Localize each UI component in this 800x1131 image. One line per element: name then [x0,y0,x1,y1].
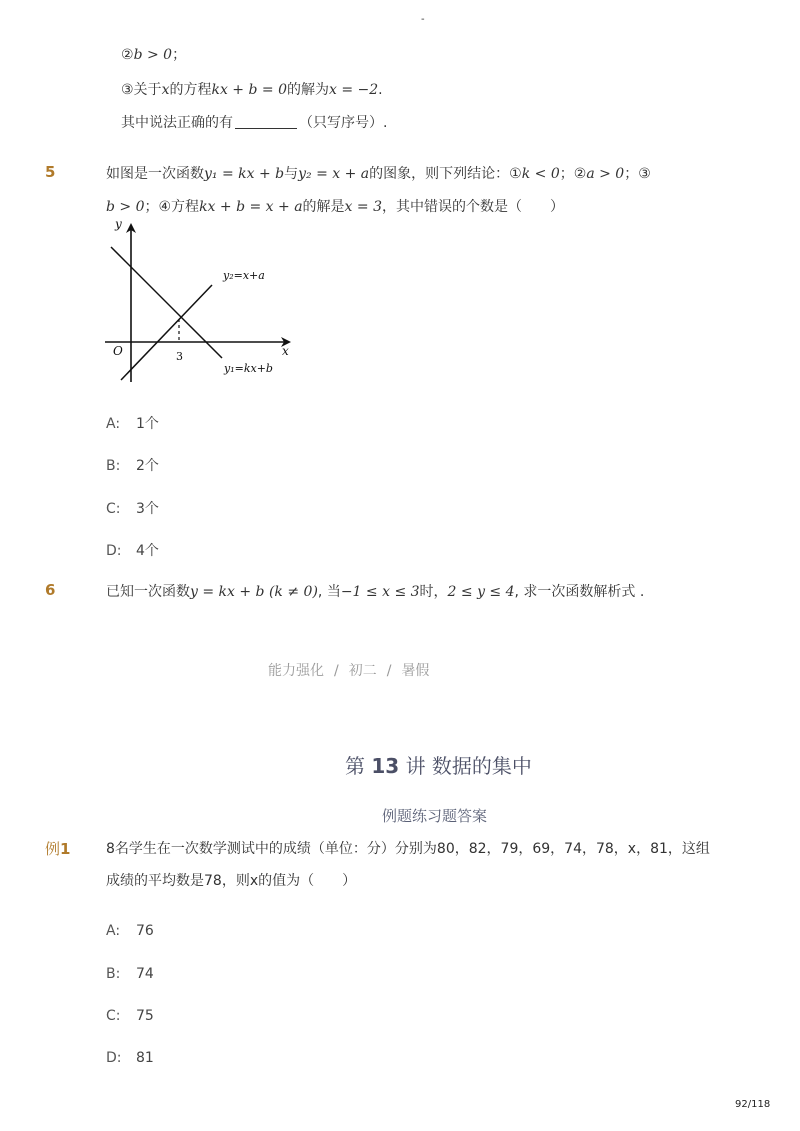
q5-math-x3: x = 3 [344,199,382,215]
option-label: B: [106,458,121,474]
q6-text-b: , 当 [317,584,341,600]
option-text: 4个 [136,543,159,559]
question-5-line1 [106,163,651,183]
option-text: 74 [136,966,154,982]
lecture-subtitle: 例题练习题答案 [382,807,488,825]
x-axis-label: x [282,344,289,358]
option-text: 76 [136,923,154,939]
q5-option-a[interactable] [106,413,159,433]
q6-math-x-range: −1 ≤ x ≤ 3 [340,584,420,600]
q5-math-y2: y₂ = x + a [298,166,370,182]
statement-3-mid: 的方程 [169,82,212,98]
line-y1-label: y₁=kx+b [224,362,273,375]
q5-text-c: 的图象，则下列结论：① [369,166,522,182]
statement-2-prefix: ② [121,47,134,63]
statement-conclusion [121,112,387,132]
q6-text-a: 已知一次函数 [106,584,190,600]
q5-text-f: ；④方程 [144,199,200,215]
statement-2 [121,44,186,64]
option-label: A: [106,416,121,432]
statement-3-equation: kx + b = 0 [211,82,287,98]
y-axis-label: y [115,217,122,231]
statement-3-prefix: ③关于 [121,82,162,98]
question-6-text [106,581,644,601]
origin-label: O [113,344,123,358]
q5-option-c[interactable] [106,498,159,518]
q5-math-y1: y₁ = kx + b [204,166,285,182]
header-mark: - [421,14,425,25]
lecture-prefix: 第 [345,754,365,778]
option-label: D: [106,1050,122,1066]
lecture-title [345,750,532,779]
example-1-line1: 8名学生在一次数学测试中的成绩（单位：分）分别为80，82，79，69，74，78，x，81，这组 [106,841,710,857]
q6-math-y-range: 2 ≤ y ≤ 4 [447,584,515,600]
q5-option-d[interactable] [106,540,159,560]
example-label-number: 1 [60,840,71,858]
statement-3-mid2: 的解为 [286,82,329,98]
line-y2 [121,285,212,380]
footer-separator: / [334,663,339,679]
ex1-option-d[interactable] [106,1050,154,1066]
option-text: 1个 [136,416,159,432]
option-label: B: [106,966,121,982]
statement-3-solution: x = −2 [328,82,379,98]
statement-2-suffix: ； [172,47,187,63]
footer-breadcrumb [268,660,429,680]
option-label: A: [106,923,121,939]
tick-label-3: 3 [176,350,183,363]
q6-text-d: , 求一次函数解析式 . [514,584,645,600]
answer-blank[interactable] [235,128,297,129]
q6-math-function: y = kx + b (k ≠ 0) [190,584,318,600]
statement-2-math: b > 0 [133,47,173,63]
ex1-option-a[interactable] [106,923,154,939]
q6-text-c: 时， [419,584,448,600]
example-1-line2: 成绩的平均数是78，则x的值为（ ） [106,873,357,889]
q5-option-b[interactable] [106,455,159,475]
footer-part-2: 初二 [348,663,377,679]
statement-3 [121,79,383,99]
q5-text-d: ；② [559,166,587,182]
example-label-text: 例 [45,840,61,858]
example-label [45,838,70,859]
q5-text-e: ；③ [624,166,651,182]
q5-text-a: 如图是一次函数 [106,166,204,182]
option-text: 81 [136,1050,154,1066]
option-text: 75 [136,1008,154,1024]
option-label: D: [106,543,122,559]
question-number-5: 5 [45,163,56,181]
page-number: 92/118 [735,1099,771,1110]
question-number-6: 6 [45,581,56,599]
q5-math-a: a > 0 [586,166,625,182]
footer-part-1: 能力强化 [268,663,324,679]
statement-3-suffix: . [378,82,383,98]
q5-math-k: k < 0 [521,166,560,182]
option-text: 2个 [136,458,159,474]
function-graph [100,212,300,390]
q5-text-h: ，其中错误的个数是（ ） [381,199,564,215]
q5-math-eq: kx + b = x + a [199,199,303,215]
statement-3-var: x [161,82,170,98]
footer-separator: / [386,663,392,679]
lecture-suffix: 讲 数据的集中 [405,754,532,778]
option-label: C: [106,501,121,517]
line-y2-label: y₂=x+a [223,269,265,282]
q5-math-b: b > 0 [106,199,145,215]
ex1-option-c[interactable] [106,1008,154,1024]
conclusion-suffix: （只写序号）. [299,115,388,131]
q5-text-g: 的解是 [302,199,345,215]
conclusion-prefix: 其中说法正确的有 [121,115,233,131]
option-text: 3个 [136,501,159,517]
footer-part-3: 暑假 [401,663,430,679]
q5-text-b: 与 [284,166,299,182]
ex1-option-b[interactable] [106,966,154,982]
lecture-number: 13 [371,754,400,778]
option-label: C: [106,1008,121,1024]
